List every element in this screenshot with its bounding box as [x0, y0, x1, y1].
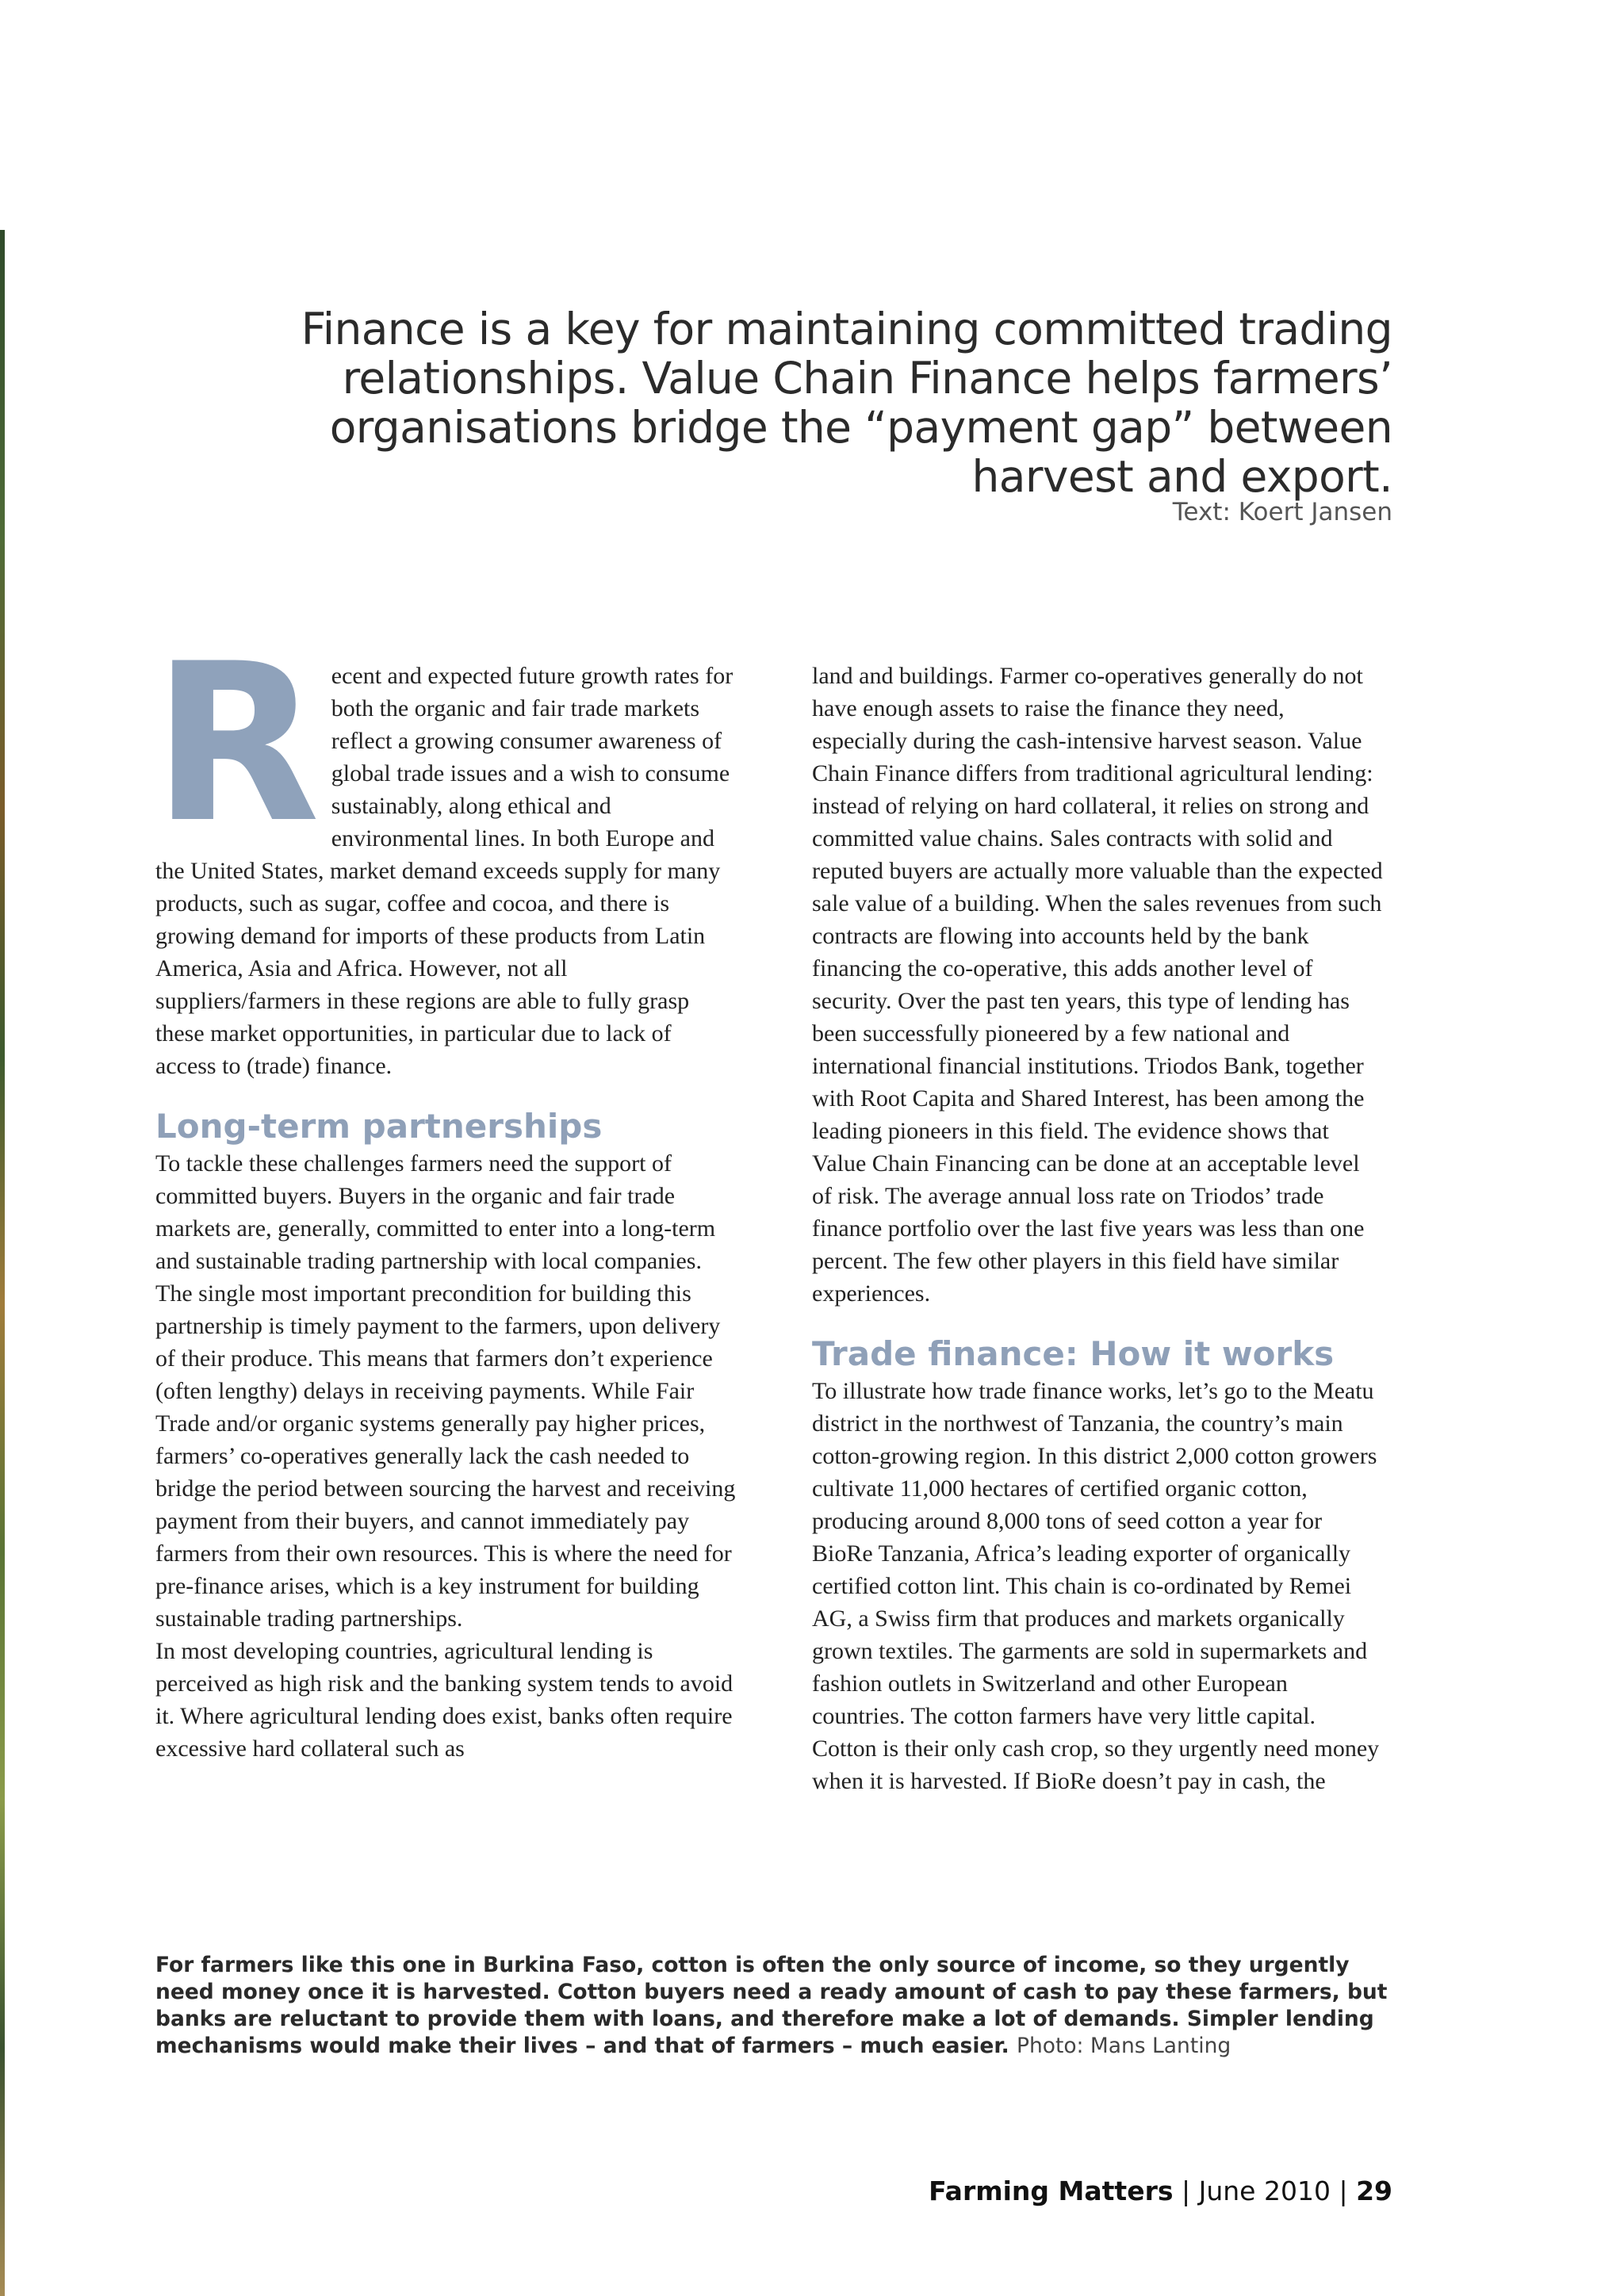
right-column [812, 660, 1385, 1797]
section-heading-trade-finance: Trade finance: How it works [812, 1334, 1335, 1373]
paragraph: To tackle these challenges farmers need the support of committed buyers. Buyers in the organic and fair trade markets are, generally, committed to enter into a long-term and sustainable trading partnership with local companies. [155, 1150, 716, 1274]
photo-credit: Photo: Mans Lanting [1016, 2034, 1231, 2058]
paragraph: To illustrate how trade finance works, let’s go to the Meatu district in the northwest of Tanzania, the country’s main cotton-growing region. In this district 2,000 cotton growers cultivate 11,000 hectares of certified organic cotton, producing around 8,000 tons of seed cotton a year for BioRe Tanzania, Africa’s leading exporter of organically certified cotton lint. This chain is co-ordinated by Remei AG, a Swiss firm that produces and markets organically grown textiles. The garments are sold in supermarkets and fashion outlets in Switzerland and other European countries. The cotton farmers have very little capital. Cotton is their only cash crop, so they urgently need money when it is harvested. If BioRe doesn’t pay in cash, the [812, 1378, 1380, 1794]
issue-date: June 2010 [1198, 2175, 1331, 2206]
intro-standfirst [203, 304, 1392, 501]
paragraph: In most developing countries, agricultural lending is perceived as high risk and the banking system tends to avoid it. Where agricultural lending does exist, banks often require excessive hard collateral such as [155, 1638, 733, 1762]
photo-caption [155, 1952, 1392, 2060]
paragraph: land and buildings. Farmer co-operatives generally do not have enough assets to raise the finance they need, especially during the cash-intensive harvest season. Value Chain Finance differs from traditional agricultural lending: instead of relying on hard collateral, it relies on strong and committed value chains. Sales contracts with solid and reputed buyers are actually more valuable than the expected sale value of a building. When the sales revenues from such contracts are flowing into accounts held by the bank financing the co-operative, this adds another level of security. Over the past ten years, this type of lending has been successfully pioneered by a few national and international financial institutions. Triodos Bank, together with Root Capita and Shared Interest, has been among the leading pioneers in this field. The evidence shows that Value Chain Financing can be done at an acceptable level of risk. The average annual loss rate on Triodos’ trade finance portfolio over the last five years was less than one percent. The few other players in this field have similar experiences. [812, 663, 1383, 1307]
footer-separator: | [1330, 2175, 1357, 2206]
footer-separator: | [1173, 2175, 1199, 2206]
byline: Text: Koert Jansen [1172, 498, 1392, 526]
intro-text: Finance is a key for maintaining committed trading relationships. Value Chain Finance helps farmers’ organisations bridge the “payment gap” between harvest and export. [301, 304, 1392, 502]
photo-edge-strip [0, 230, 5, 2296]
page-number: 29 [1356, 2175, 1392, 2206]
caption-text: For farmers like this one in Burkina Faso, cotton is often the only source of income, so they urgently need money once it is harvested. Cotton buyers need a ready amount of cash to pay these farmers, but banks are reluctant to provide them with loans, and therefore make a lot of demands. Simpler lending mechanisms would make their lives – and that of farmers – much easier. [155, 1953, 1388, 2058]
dropcap: R [152, 617, 320, 871]
page-footer [929, 2175, 1392, 2206]
left-column [152, 617, 736, 1765]
paragraph [152, 617, 736, 1082]
section-heading-long-term-partnerships: Long-term partnerships [155, 1107, 603, 1146]
paragraph: The single most important precondition for building this partnership is timely payment to the farmers, upon delivery of their produce. This means that farmers don’t experience (often lengthy) delays in receiving payments. While Fair Trade and/or organic systems generally pay higher prices, farmers’ co-operatives generally lack the cash needed to bridge the period between sourcing the harvest and receiving payment from their buyers, and cannot immediately pay farmers from their own resources. This is where the need for pre-finance arises, which is a key instrument for building sustainable trading partnerships. [155, 1280, 736, 1632]
magazine-name: Farming Matters [929, 2175, 1174, 2206]
paragraph-text: ecent and expected future growth rates for both the organic and fair trade markets reflect a growing consumer awareness of global trade issues and a wish to consume sustainably, along ethical and environmental lines. In both Europe and the United States, market demand exceeds supply for many products, such as sugar, coffee and cocoa, and there is growing demand for imports of these products from Latin America, Asia and Africa. However, not all suppliers/farmers in these regions are able to fully grasp these market opportunities, in particular due to lack of access to (trade) finance. [155, 663, 733, 1079]
